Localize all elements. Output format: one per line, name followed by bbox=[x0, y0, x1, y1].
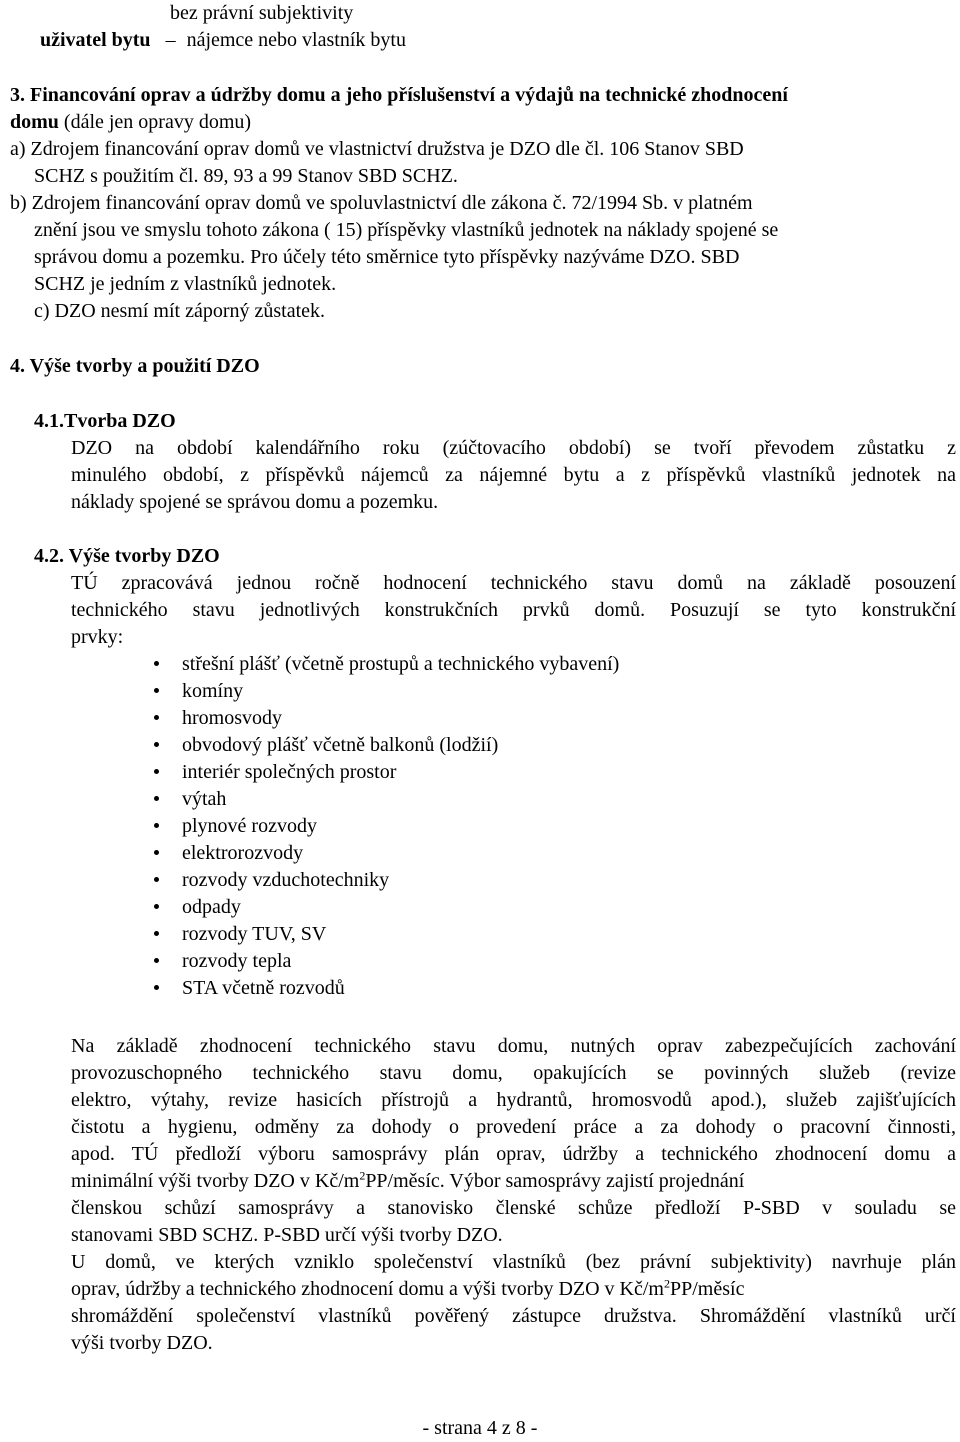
sec3-c-line-1: c) DZO nesmí mít záporný zůstatek. bbox=[34, 300, 326, 322]
bullet-icon bbox=[154, 931, 159, 936]
sec3-heading-1: 3. Financování oprav a údržby domu a jeho příslušenství a výdajů na technické zhodnocení bbox=[10, 84, 788, 106]
sec41-line-2: minulého období, z příspěvků nájemců za nájemné bytu a z příspěvků vlastníků jednotek na bbox=[71, 464, 956, 486]
bullet-icon bbox=[154, 661, 159, 666]
bullet-icon bbox=[154, 742, 159, 747]
para1-line-3: elektro, výtahy, revize hasicích přístrojů a hydrantů, hromosvodů apod.), služeb zajišťujících bbox=[71, 1089, 956, 1111]
para1-line-4: čistotu a hygienu, odměny za dohody o provedení práce a za dohody o pracovní činnosti, bbox=[71, 1116, 956, 1138]
para2-line-2-b: PP/měsíc bbox=[670, 1278, 745, 1300]
bullet-icon bbox=[154, 958, 159, 963]
para2-line-2-a: oprav, údržby a technického zhodnocení domu a výši tvorby DZO v Kč/m bbox=[71, 1278, 664, 1300]
list-item-label: komíny bbox=[182, 680, 244, 702]
list-item-label: výtah bbox=[182, 788, 227, 810]
para1-line-5: apod. TÚ předloží výboru samosprávy plán oprav, údržby a technického zhodnocení domu a bbox=[71, 1143, 956, 1165]
bullet-icon bbox=[154, 850, 159, 855]
sec42-line-2: technického stavu jednotlivých konstrukčních prvků domů. Posuzují se tyto konstrukční bbox=[71, 599, 956, 621]
bullet-icon bbox=[154, 796, 159, 801]
list-item-label: rozvody vzduchotechniky bbox=[182, 869, 390, 891]
para1-line-8: stanovami SBD SCHZ. P-SBD určí výši tvorby DZO. bbox=[71, 1224, 503, 1246]
bullet-icon bbox=[154, 877, 159, 882]
para2-line-1: U domů, ve kterých vzniklo společenství vlastníků (bez právní subjektivity) navrhuje plán bbox=[71, 1251, 956, 1273]
bullet-icon bbox=[154, 715, 159, 720]
top-line-2-rest: nájemce nebo vlastník bytu bbox=[186, 29, 406, 51]
bullet-icon bbox=[154, 904, 159, 909]
para1-line-6-a: minimální výši tvorby DZO v Kč/m bbox=[71, 1170, 360, 1192]
sec42-heading: 4.2. Výše tvorby DZO bbox=[34, 545, 220, 567]
sec42-line-1: TÚ zpracovává jednou ročně hodnocení technického stavu domů na základě posouzení bbox=[71, 572, 956, 594]
sec3-b-line-1: b) Zdrojem financování oprav domů ve spoluvlastnictví dle zákona č. 72/1994 Sb. v platném bbox=[10, 192, 753, 214]
para1-line-6 bbox=[71, 1168, 956, 1195]
superscript: 2 bbox=[359, 1168, 366, 1183]
sec3-heading-2 bbox=[10, 109, 251, 136]
para1-line-6-b: PP/měsíc. Výbor samosprávy zajistí projednání bbox=[365, 1170, 745, 1192]
sec41-heading: 4.1.Tvorba DZO bbox=[34, 410, 176, 432]
sec3-b-line-4: SCHZ je jedním z vlastníků jednotek. bbox=[34, 273, 337, 295]
list-item-label: STA včetně rozvodů bbox=[182, 977, 345, 999]
page-number: - strana 4 z 8 - bbox=[422, 1417, 538, 1439]
bullet-icon bbox=[154, 769, 159, 774]
superscript: 2 bbox=[664, 1276, 670, 1291]
sec41-line-1: DZO na období kalendářního roku (zúčtovacího období) se tvoří převodem zůstatku z bbox=[71, 437, 956, 459]
bullet-icon bbox=[154, 823, 159, 828]
para2-line-2 bbox=[71, 1276, 956, 1303]
para2-line-4: výši tvorby DZO. bbox=[71, 1332, 213, 1354]
sec3-heading-2-rest: (dále jen opravy domu) bbox=[63, 111, 252, 133]
sec41-line-3: náklady spojené se správou domu a pozemku. bbox=[71, 491, 439, 513]
list-item-label: odpady bbox=[182, 896, 241, 918]
sec3-b-line-2: znění jsou ve smyslu tohoto zákona ( 15) příspěvky vlastníků jednotek na náklady spojené se bbox=[34, 219, 779, 241]
sec4-heading: 4. Výše tvorby a použití DZO bbox=[10, 355, 260, 377]
top-line-2-dash: – bbox=[165, 29, 176, 51]
para2-line-3: shromáždění společenství vlastníků pověřený zástupce družstva. Shromáždění vlastníků určí bbox=[71, 1305, 956, 1327]
list-item-label: střešní plášť (včetně prostupů a technického vybavení) bbox=[182, 653, 620, 675]
sec3-a-line-1: a) Zdrojem financování oprav domů ve vlastnictví družstva je DZO dle čl. 106 Stanov SBD bbox=[10, 138, 744, 160]
top-line-1: bez právní subjektivity bbox=[170, 2, 354, 24]
top-line-2 bbox=[40, 27, 406, 54]
list-item-label: hromosvody bbox=[182, 707, 282, 729]
para1-line-6-start bbox=[71, 1168, 744, 1195]
sec3-a-line-2: SCHZ s použitím čl. 89, 93 a 99 Stanov SBD SCHZ. bbox=[34, 165, 458, 187]
para1-line-7: členskou schůzí samosprávy a stanovisko členské schůze předloží P-SBD v souladu se bbox=[71, 1197, 956, 1219]
para1-line-1: Na základě zhodnocení technického stavu domu, nutných oprav zabezpečujících zachování bbox=[71, 1035, 956, 1057]
list-item-label: rozvody tepla bbox=[182, 950, 292, 972]
list-item-label: plynové rozvody bbox=[182, 815, 317, 837]
bullet-icon bbox=[154, 985, 159, 990]
list-item-label: obvodový plášť včetně balkonů (lodžií) bbox=[182, 734, 499, 756]
top-line-2-bold: uživatel bytu bbox=[40, 29, 151, 51]
para1-line-2: provozuschopného technického stavu domu, opakujících se povinných služeb (revize bbox=[71, 1062, 956, 1084]
list-item-label: rozvody TUV, SV bbox=[182, 923, 327, 945]
bullet-icon bbox=[154, 688, 159, 693]
list-item-label: elektrorozvody bbox=[182, 842, 304, 864]
sec42-line-3: prvky: bbox=[71, 626, 124, 648]
sec3-heading-2-bold: domu bbox=[10, 111, 59, 133]
sec3-b-line-3: správou domu a pozemku. Pro účely této směrnice tyto příspěvky nazýváme DZO. SBD bbox=[34, 246, 740, 268]
list-item-label: interiér společných prostor bbox=[182, 761, 397, 783]
